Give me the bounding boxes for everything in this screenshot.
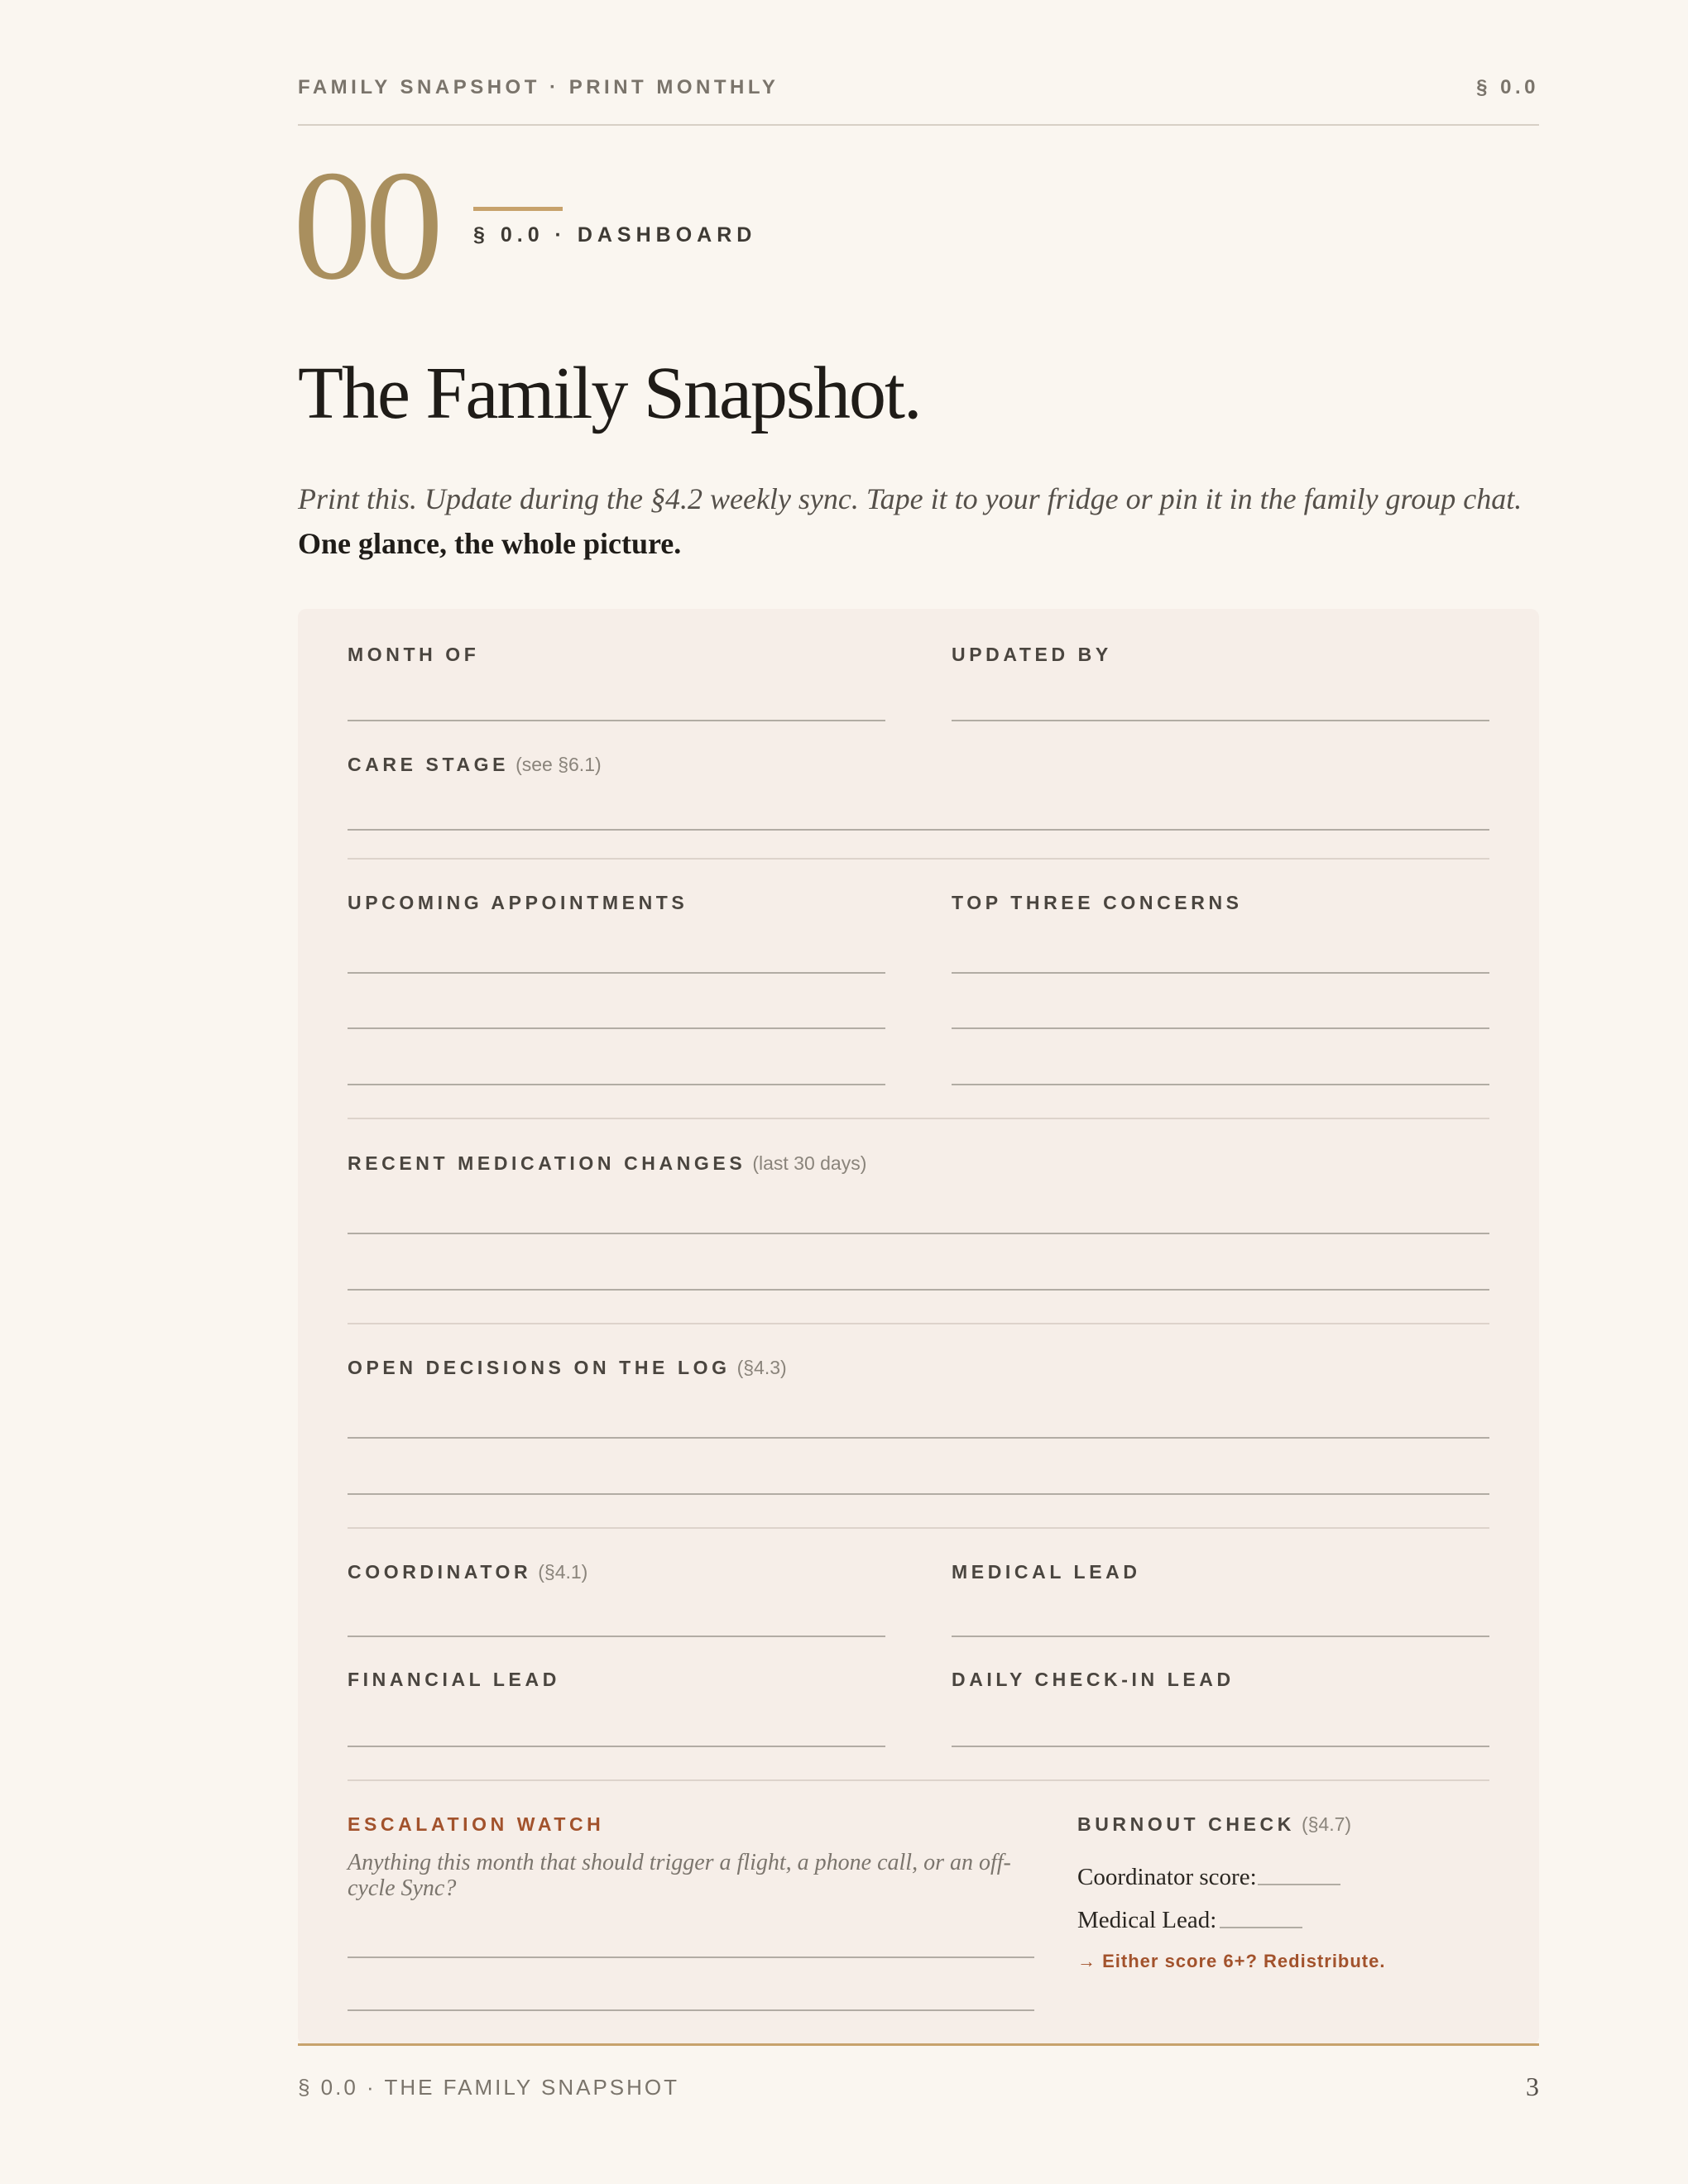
section-divider [348,1118,1489,1119]
concern-field-1[interactable] [952,972,1489,974]
escalation-note: Anything this month that should trigger a flight, a phone call, or an off-cycle Sync? [348,1850,1011,1901]
page [293,0,1539,2184]
intro-paragraph [298,477,1539,566]
burnout-check-text: BURNOUT CHECK [1077,1813,1295,1835]
running-header [298,76,1539,126]
upcoming-appointments-label: UPCOMING APPOINTMENTS [348,892,688,913]
medication-field-1[interactable] [348,1233,1489,1234]
chapter-accent-bar [473,207,563,211]
section-divider [348,1527,1489,1529]
section-divider [348,1323,1489,1324]
footer-rule [298,2043,1539,2046]
snapshot-form [298,609,1539,2045]
running-header-title: FAMILY SNAPSHOT · PRINT MONTHLY [298,76,779,98]
page-title: The Family Snapshot. [298,352,921,434]
medication-changes-note: (last 30 days) [752,1152,867,1174]
intro-text: Print this. Update during the §4.2 weekly sync. Tape it to your fridge or pin it in the family group chat. [298,482,1523,515]
section-divider [348,858,1489,860]
decision-field-1[interactable] [348,1437,1489,1439]
appointment-field-3[interactable] [348,1084,885,1085]
open-decisions-label [348,1357,787,1379]
medication-changes-label [348,1152,866,1175]
medical-lead-label: MEDICAL LEAD [952,1561,1141,1583]
intro-emphasis: One glance, the whole picture. [298,527,682,560]
coordinator-field[interactable] [348,1636,885,1637]
escalation-field-2[interactable] [348,2009,1034,2011]
updated-by-field[interactable] [952,720,1489,721]
appointment-field-2[interactable] [348,1027,885,1029]
burnout-check-label [1077,1813,1351,1836]
section-divider [348,1779,1489,1781]
open-decisions-note: (§4.3) [736,1357,787,1378]
care-stage-text: CARE STAGE [348,754,510,775]
medical-lead-score-field[interactable] [1220,1927,1302,1928]
decision-field-2[interactable] [348,1493,1489,1495]
chapter-label: § 0.0 · DASHBOARD [473,223,757,247]
concern-field-3[interactable] [952,1084,1489,1085]
updated-by-label: UPDATED BY [952,644,1112,665]
medication-field-2[interactable] [348,1289,1489,1291]
care-stage-label [348,754,602,776]
financial-lead-field[interactable] [348,1746,885,1747]
running-header-section: § 0.0 [1476,76,1539,98]
chapter-number: 00 [293,139,437,313]
redistribute-note: → Either score 6+? Redistribute. [1077,1951,1386,1971]
daily-checkin-lead-field[interactable] [952,1746,1489,1747]
escalation-watch-label: ESCALATION WATCH [348,1813,605,1835]
burnout-check-note: (§4.7) [1301,1813,1352,1835]
month-of-field[interactable] [348,720,885,721]
coordinator-label [348,1561,587,1583]
appointment-field-1[interactable] [348,972,885,974]
care-stage-field[interactable] [348,829,1489,831]
footer-section-title: § 0.0 · THE FAMILY SNAPSHOT [298,2075,680,2100]
coordinator-text: COORDINATOR [348,1561,532,1583]
daily-checkin-lead-label: DAILY CHECK-IN LEAD [952,1669,1235,1690]
medical-lead-field[interactable] [952,1636,1489,1637]
escalation-field-1[interactable] [348,1956,1034,1958]
coordinator-score-label: Coordinator score: [1077,1864,1257,1890]
medication-changes-text: RECENT MEDICATION CHANGES [348,1152,746,1174]
top-three-concerns-label: TOP THREE CONCERNS [952,892,1243,913]
concern-field-2[interactable] [952,1027,1489,1029]
financial-lead-label: FINANCIAL LEAD [348,1669,560,1690]
medical-lead-score-label: Medical Lead: [1077,1907,1217,1933]
page-number: 3 [1526,2071,1539,2101]
care-stage-note: (see §6.1) [516,754,602,775]
coordinator-score-field[interactable] [1258,1884,1340,1885]
month-of-label: MONTH OF [348,644,480,665]
coordinator-note: (§4.1) [538,1561,588,1583]
open-decisions-text: OPEN DECISIONS ON THE LOG [348,1357,731,1378]
